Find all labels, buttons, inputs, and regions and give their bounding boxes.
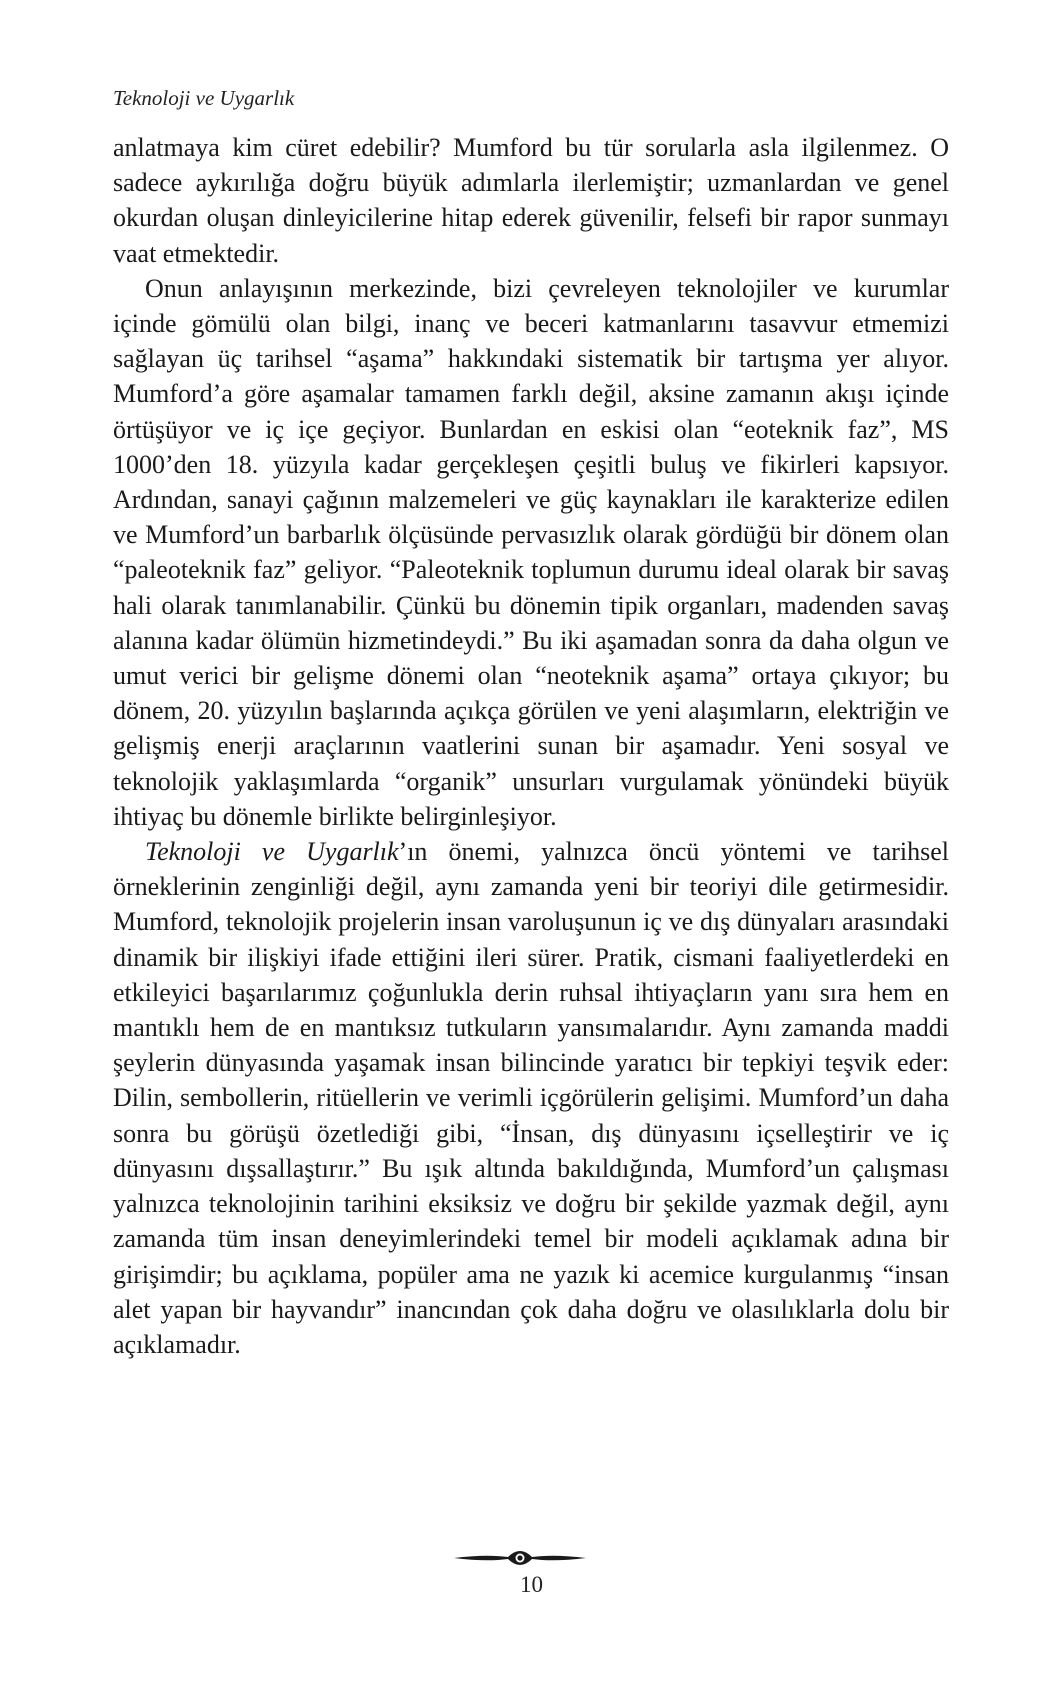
ornament-divider-icon <box>452 1548 588 1568</box>
paragraph-1: anlatmaya kim cüret edebilir? Mumford bu tür sorularla asla ilgilenmez. O sadece aykırılığa doğru büyük adımlarla ilerlemiştir; uzmanlardan ve genel okurdan oluşan dinleyicilerine hitap ederek güvenilir, felsefi bir rapor sunmayı vaat etmektedir. <box>113 133 949 268</box>
paragraph-3 <box>113 834 949 1362</box>
running-header: Teknoloji ve Uygarlık <box>113 86 295 110</box>
book-title-italic: Teknoloji ve Uygarlık <box>145 837 399 867</box>
body-text <box>113 130 949 1362</box>
paragraph-3-text: ’ın önemi, yalnızca öncü yöntemi ve tarihsel örneklerinin zenginliği değil, aynı zamanda yeni bir teoriyi dile getirmesidir. Mumford, teknolojik projelerin insan varoluşunun iç ve dış dünyaları arasındaki dinamik bir ilişkiyi ifade ettiğini ileri sürer. Pratik, cismani faaliyetlerdeki en etkileyici başarılarımız çoğunlukla derin ruhsal ihtiyaçların yanı sıra hem en mantıklı hem de en mantıksız tutkuların yansımalarıdır. Aynı zamanda maddi şeylerin dünyasında yaşamak insan bilincinde yaratıcı bir tepkiyi teşvik eder: Dilin, sembollerin, ritüellerin ve verimli içgörülerin gelişimi. Mumford’un daha sonra bu görüşü özetlediği gibi, “İnsan, dış dünyasını içselleştirir ve iç dünyasını dışsallaştırır.” Bu ışık altında bakıldığında, Mumford’un çalışması yalnızca teknolojinin tarihini eksiksiz ve doğru bir şekilde yazmak değil, aynı zamanda tüm insan deneyimlerindeki temel bir modeli açıklamak adına bir girişimdir; bu açıklama, popüler ama ne yazık ki acemice kurgulanmış “insan alet yapan bir hayvandır” inancından çok daha doğru ve olasılıklarla dolu bir açıklamadır. <box>113 837 949 1359</box>
paragraph-2: Onun anlayışının merkezinde, bizi çevreleyen teknolojiler ve kurumlar içinde gömülü olan bilgi, inanç ve beceri katmanlarını tasavvur etmemizi sağlayan üç tarihsel “aşama” hakkındaki sistematik bir tartışma yer alıyor. Mumford’a göre aşamalar tamamen farklı değil, aksine zamanın akışı içinde örtüşüyor ve iç içe geçiyor. Bunlardan en eskisi olan “eoteknik faz”, MS 1000’den 18. yüzyıla kadar gerçekleşen çeşitli buluş ve fikirleri kapsıyor. Ardından, sanayi çağının malzemeleri ve güç kaynakları ile karakterize edilen ve Mumford’un barbarlık ölçüsünde pervasızlık olarak gördüğü bir dönem olan “paleoteknik faz” geliyor. “Paleoteknik toplumun durumu ideal olarak bir savaş hali olarak tanımlanabilir. Çünkü bu dönemin tipik organları, madenden savaş alanına kadar ölümün hizmetindeydi.” Bu iki aşamadan sonra da daha olgun ve umut verici bir gelişme dönemi olan “neoteknik aşama” ortaya çıkıyor; bu dönem, 20. yüzyılın başlarında açıkça görülen ve yeni alaşımların, elektriğin ve gelişmiş enerji araçlarının vaatlerini sunan bir aşamadır. Yeni sosyal ve teknolojik yaklaşımlarda “organik” unsurları vurgulamak yönündeki büyük ihtiyaç bu dönemle birlikte belirginleşiyor. <box>113 273 949 831</box>
page-number: 10 <box>520 1572 543 1597</box>
